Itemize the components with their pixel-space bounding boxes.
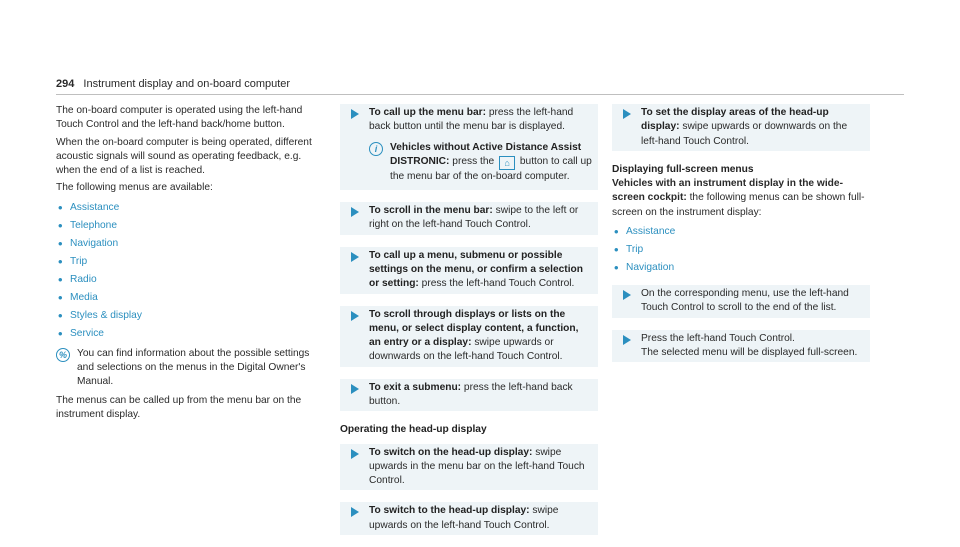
info-block: [369, 141, 592, 185]
step-switch-on-hud: [340, 444, 598, 491]
note-icon: %: [56, 348, 70, 362]
page-header: [56, 77, 290, 92]
step-label: To switch to the head-up display:: [369, 505, 530, 517]
step-label: To switch on the head-up display:: [369, 446, 533, 458]
step-label: To exit a submenu:: [369, 381, 462, 393]
step-arrow-icon: [351, 384, 359, 394]
step-text: On the corresponding menu, use the left-hand Touch Control to scroll to the end of the list.: [641, 287, 849, 314]
step-call-menu-bar: [340, 104, 598, 190]
step-label: To call up the menu bar:: [369, 107, 486, 118]
step-text: swipe upwards or downwards on the left-hand Touch Control.: [369, 337, 563, 363]
note-text: You can find information about the possible settings and selections on the menus in the Digital Owner's Manual.: [77, 347, 310, 388]
step-set-hud-areas: [612, 104, 870, 151]
column-3: [612, 104, 870, 374]
column-2: [340, 104, 598, 547]
step-exit-submenu: [340, 379, 598, 412]
step-arrow-icon: [351, 252, 359, 262]
column-1: [56, 104, 314, 425]
intro-paragraph: The on-board computer is operated using the left-hand Touch Control and the left-hand back/home button.: [56, 105, 303, 131]
step-label: To set the display areas of the head-up display:: [641, 107, 829, 133]
step-arrow-icon: [351, 311, 359, 321]
step-text: swipe upwards on the left-hand Touch Control.: [369, 505, 559, 531]
step-text: Press the left-hand Touch Control.: [641, 332, 795, 344]
menus-intro: The following menus are available:: [56, 182, 213, 194]
page-title: Instrument display and on-board computer: [83, 78, 291, 90]
step-label: To call up a menu, submenu or possible settings on the menu, or confirm a selection or setting:: [369, 249, 583, 290]
step-scroll-displays: [340, 306, 598, 367]
menu-link-service[interactable]: • Service: [56, 325, 314, 343]
menu-link-trip[interactable]: • Trip: [612, 241, 870, 259]
step-result: The selected menu will be displayed full-screen.: [641, 346, 858, 358]
step-text: press the left-hand back button until the menu bar is displayed.: [369, 107, 574, 133]
step-arrow-icon: [623, 109, 631, 119]
info-icon: i: [369, 142, 383, 156]
header-divider: [56, 94, 904, 95]
step-arrow-icon: [351, 109, 359, 119]
info-text-post: button to call up the menu bar of the on-board computer.: [390, 155, 592, 182]
step-scroll-menu-bar: [340, 202, 598, 235]
step-text: swipe to the left or right on the left-hand Touch Control.: [369, 205, 579, 231]
closing-paragraph: The menus can be called up from the menu bar on the instrument display.: [56, 394, 302, 420]
step-press-touch-control: [612, 330, 870, 363]
step-text: swipe upwards or downwards on the left-hand Touch Control.: [641, 121, 848, 147]
menu-link-assistance[interactable]: • Assistance: [56, 199, 314, 217]
step-text: press the left-hand Touch Control.: [421, 278, 575, 290]
menu-link-styles-display[interactable]: • Styles & display: [56, 307, 314, 325]
step-arrow-icon: [623, 335, 631, 345]
step-label: To scroll through displays or lists on the menu, or select display content, a function, an entry or a display:: [369, 308, 579, 349]
menu-link-assistance[interactable]: • Assistance: [612, 223, 870, 241]
step-scroll-to-end: [612, 285, 870, 318]
page-number: 294: [56, 78, 75, 90]
step-switch-to-hud: [340, 502, 598, 535]
info-text-pre: press the: [452, 155, 495, 167]
section-heading-full-screen: Displaying full-screen menus: [612, 163, 754, 175]
home-icon: ⌂: [499, 156, 515, 170]
step-label: To scroll in the menu bar:: [369, 205, 493, 217]
menu-list: [56, 199, 314, 343]
vehicles-label: Vehicles with an instrument display in the wide-screen cockpit:: [612, 178, 843, 204]
feedback-paragraph: When the on-board computer is being operated, different acoustic signals will sound as operating feedback, e.g. when the end of a list is reached.: [56, 136, 312, 177]
menu-link-media[interactable]: • Media: [56, 289, 314, 307]
step-arrow-icon: [351, 507, 359, 517]
note-block: [56, 347, 314, 390]
step-text: press the left-hand back button.: [369, 381, 573, 407]
step-arrow-icon: [351, 207, 359, 217]
full-screen-menu-list: [612, 223, 870, 277]
menu-link-navigation[interactable]: • Navigation: [56, 235, 314, 253]
step-call-up-menu: [340, 247, 598, 294]
section-heading-head-up: Operating the head-up display: [340, 424, 487, 436]
menu-link-navigation[interactable]: • Navigation: [612, 259, 870, 277]
step-arrow-icon: [623, 290, 631, 300]
menu-link-trip[interactable]: • Trip: [56, 253, 314, 271]
menu-link-radio[interactable]: • Radio: [56, 271, 314, 289]
info-label: Vehicles without Active Distance Assist DISTRONIC:: [390, 141, 582, 167]
step-arrow-icon: [351, 449, 359, 459]
menu-link-telephone[interactable]: • Telephone: [56, 217, 314, 235]
step-text: swipe upwards in the menu bar on the left-hand Touch Control.: [369, 446, 585, 487]
vehicles-text: the following menus can be shown full-screen on the instrument display:: [612, 192, 865, 218]
